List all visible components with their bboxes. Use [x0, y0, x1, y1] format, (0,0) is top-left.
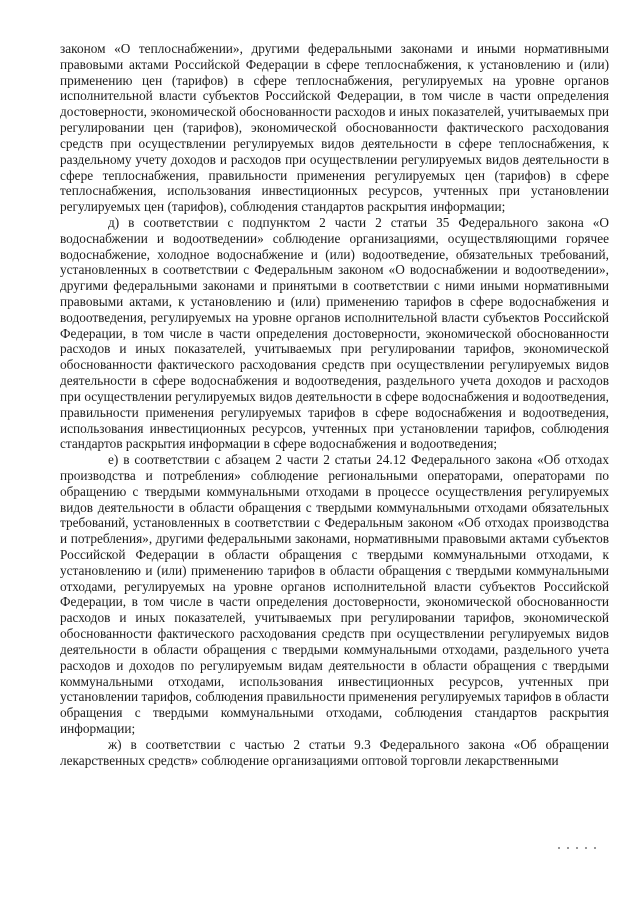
paragraph-item-zh: ж) в соответствии с частью 2 статьи 9.3 Федерального закона «Об обращении лекарственных средств» соблюдение организациями оптовой торговли лекарственными	[60, 736, 609, 768]
document-body	[60, 41, 609, 768]
paragraph-item-d: д) в соответствии с подпунктом 2 части 2 статьи 35 Федерального закона «О водоснабжении и водоотведении» соблюдение организациями, осуществляющими горячее водоснабжение, холодное водоснабжение и (или) водоотведение, обязательных требований, установленных в соответствии с Федеральным законом «О водоснабжении и водоотведении», другими федеральными законами и принятыми в соответствии с ними иными нормативными правовыми актами, к установлению и (или) применению тарифов в сфере водоснабжения и водоотведения, регулируемых на уровне органов исполнительной власти субъектов Российской Федерации, в том числе в части определения достоверности, экономической обоснованности расходов и иных показателей, учитываемых при регулировании тарифов, экономической обоснованности фактического расходования средств при осуществлении регулируемых видов деятельности в сфере водоснабжения и водоотведения, раздельного учета доходов и расходов при осуществлении регулируемых видов деятельности в сфере водоснабжения и водоотведения, правильности применения регулируемых тарифов в сфере водоснабжения и водоотведения, использования инвестиционных ресурсов, учтенных при установлении тарифов, соблюдения стандартов раскрытия информации в сфере водоснабжения и водоотведения;	[60, 214, 609, 452]
paragraph-continuation: законом «О теплоснабжении», другими федеральными законами и иными нормативными правовыми актами Российской Федерации в сфере теплоснабжения, к установлению и (или) применению цен (тарифов) в сфере теплоснабжения, регулируемых на уровне органов исполнительной власти субъектов Российской Федерации, в том числе в части определения достоверности, экономической обоснованности расходов и иных показателей, учитываемых при регулировании цен (тарифов), экономической обоснованности фактического расходования средств при осуществлении регулируемых видов деятельности в сфере теплоснабжения, к раздельному учету доходов и расходов при осуществлении регулируемых видов деятельности в сфере теплоснабжения, правильности применения регулируемых цен (тарифов) в сфере теплоснабжения, использования инвестиционных ресурсов, учтенных при установлении регулируемых цен (тарифов), соблюдения стандартов раскрытия информации;	[60, 41, 609, 215]
scan-artifact-dots	[558, 847, 598, 853]
paragraph-item-e: е) в соответствии с абзацем 2 части 2 статьи 24.12 Федерального закона «Об отходах производства и потребления» соблюдение региональными операторами, операторами по обращению с твердыми коммунальными отходами в процессе осуществления регулируемых видов деятельности в области обращения с твердыми коммунальными отходами обязательных требований, установленных в соответствии с Федеральным законом «Об отходах производства и потребления», другими федеральными законами, нормативными правовыми актами субъектов Российской Федерации в области обращения с твердыми коммунальными отходами, к установлению и (или) применению тарифов в области обращения с твердыми коммунальными отходами, регулируемых на уровне органов исполнительной власти субъектов Российской Федерации, в том числе в части определения достоверности, экономической обоснованности расходов и иных показателей, учитываемых при регулировании тарифов, экономической обоснованности фактического расходования средств при осуществлении регулируемых видов деятельности в области обращения с твердыми коммунальными отходами, раздельного учета расходов и доходов по регулируемым видам деятельности в области обращения с твердыми коммунальными отходами, использования инвестиционных ресурсов, учтенных при установлении тарифов, соблюдения правильности применения регулируемых тарифов в области обращения с твердыми коммунальными отходами, соблюдения стандартов раскрытия информации;	[60, 452, 609, 736]
